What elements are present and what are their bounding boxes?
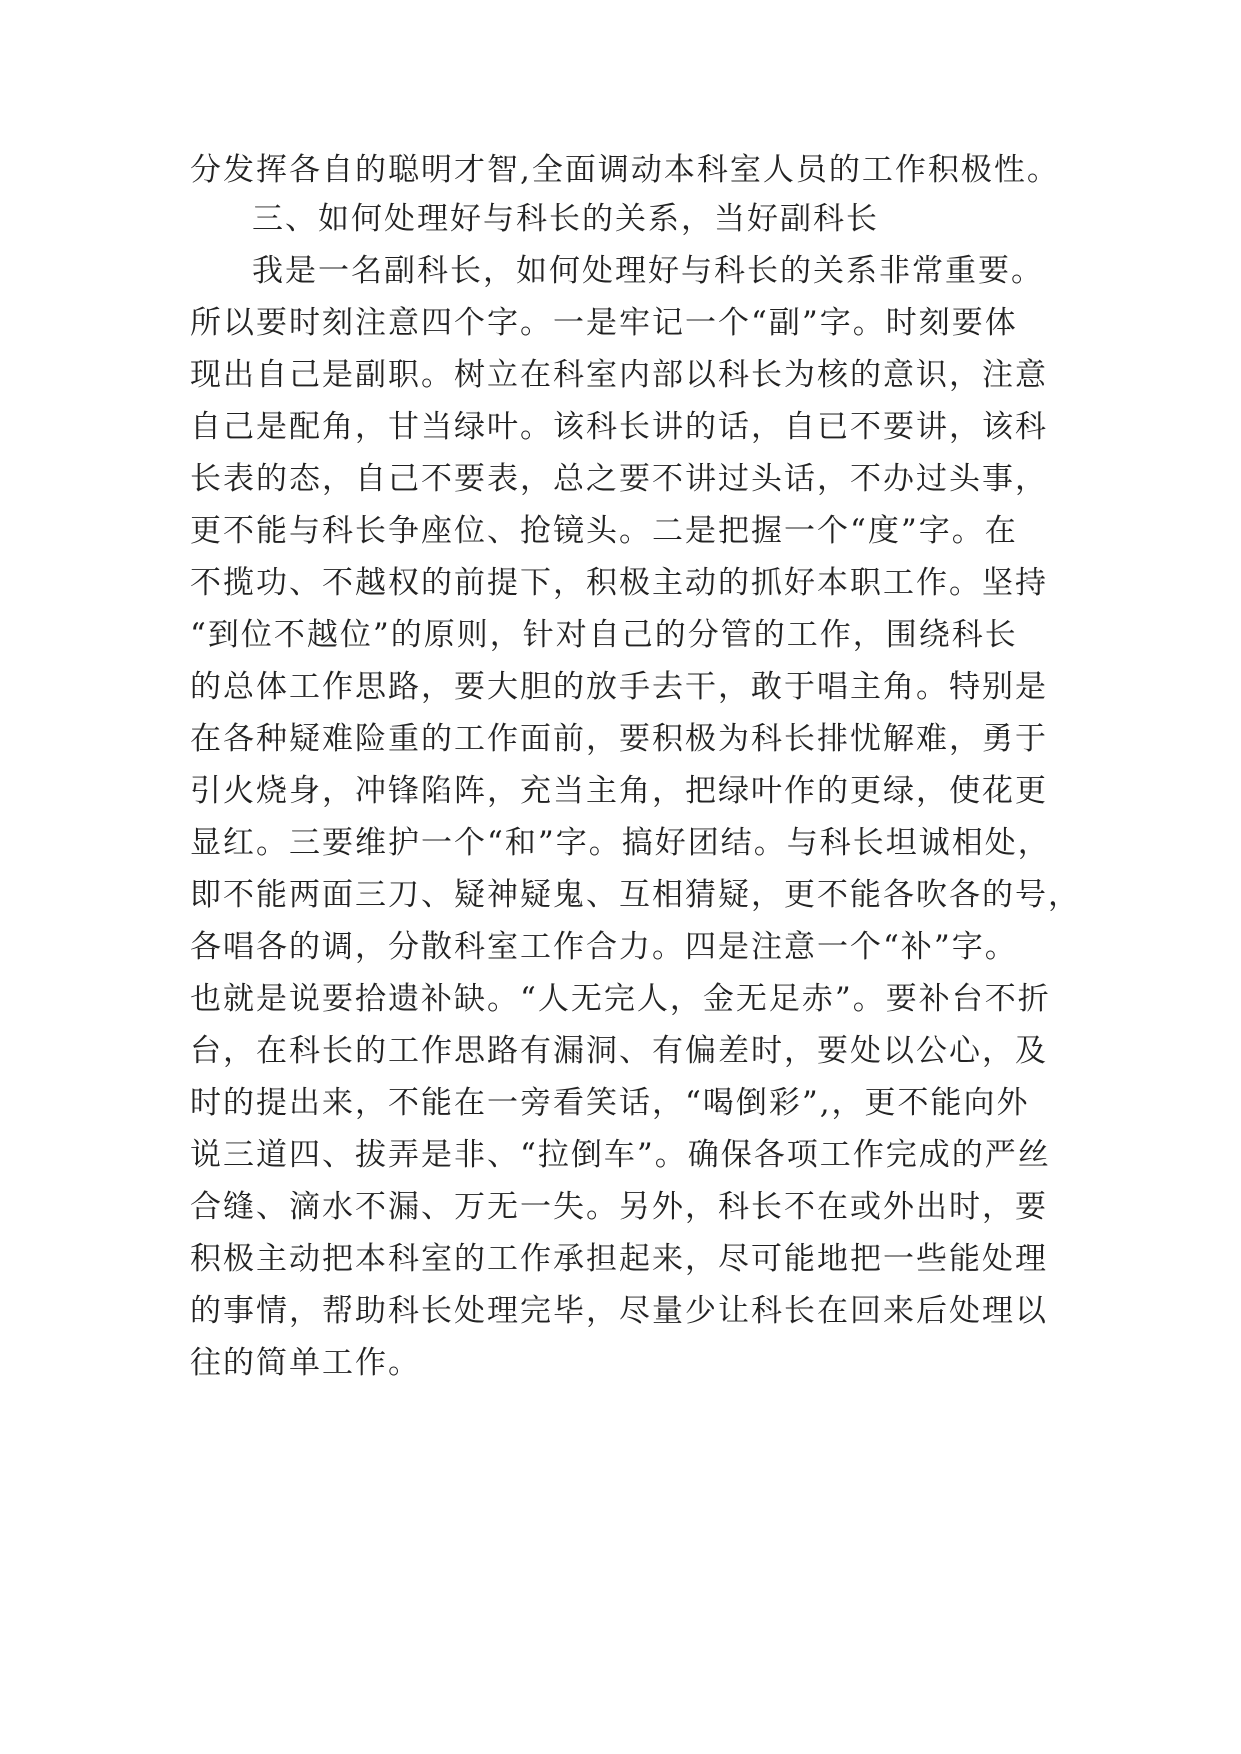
- text-line: 更不能与科长争座位、抢镜头。二是把握一个“度”字。在: [190, 513, 1018, 549]
- text-line: 也就是说要拾遗补缺。“人无完人，金无足赤”。要补台不折: [190, 981, 1051, 1017]
- text-line: 台，在科长的工作思路有漏洞、有偏差时，要处以公心，及: [190, 1033, 1048, 1069]
- text-line: 所以要时刻注意四个字。一是牢记一个“副”字。时刻要体: [190, 305, 1018, 341]
- text-line: 在各种疑难险重的工作面前，要积极为科长排忧解难，勇于: [190, 721, 1048, 757]
- text-line: 自己是配角，甘当绿叶。该科长讲的话，自已不要讲，该科: [190, 409, 1048, 445]
- text-line: 的事情，帮助科长处理完毕，尽量少让科长在回来后处理以: [190, 1293, 1048, 1329]
- text-line: 即不能两面三刀、疑神疑鬼、互相猜疑，更不能各吹各的号，: [190, 877, 1081, 913]
- text-line: 各唱各的调，分散科室工作合力。四是注意一个“补”字。: [190, 929, 1018, 965]
- text-line: 引火烧身，冲锋陷阵，充当主角，把绿叶作的更绿，使花更: [190, 773, 1048, 809]
- text-line: 长表的态，自己不要表，总之要不讲过头话，不办过头事，: [190, 461, 1048, 497]
- text-line: 的总体工作思路，要大胆的放手去干，敢于唱主角。特别是: [190, 669, 1048, 705]
- text-line: 积极主动把本科室的工作承担起来，尽可能地把一些能处理: [190, 1241, 1048, 1277]
- text-line: 时的提出来，不能在一旁看笑话，“喝倒彩”,，更不能向外: [190, 1085, 1030, 1121]
- text-line: 往的简单工作。: [190, 1345, 421, 1381]
- text-line: 说三道四、拔弄是非、“拉倒车”。确保各项工作完成的严丝: [190, 1137, 1051, 1173]
- paragraph-first-line: 我是一名副科长，如何处理好与科长的关系非常重要。: [252, 253, 1044, 289]
- text-line: 合缝、滴水不漏、万无一失。另外，科长不在或外出时，要: [190, 1189, 1048, 1225]
- text-line: 分发挥各自的聪明才智,全面调动本科室人员的工作积极性。: [190, 152, 1060, 188]
- text-line: 显红。三要维护一个“和”字。搞好团结。与科长坦诚相处，: [190, 825, 1051, 861]
- text-line: 现出自己是副职。树立在科室内部以科长为核的意识，注意: [190, 357, 1048, 393]
- section-heading: 三、如何处理好与科长的关系，当好副科长: [252, 201, 879, 237]
- text-line: 不揽功、不越权的前提下，积极主动的抓好本职工作。坚持: [190, 565, 1048, 601]
- text-line: “到位不越位”的原则，针对自己的分管的工作，围绕科长: [190, 617, 1018, 653]
